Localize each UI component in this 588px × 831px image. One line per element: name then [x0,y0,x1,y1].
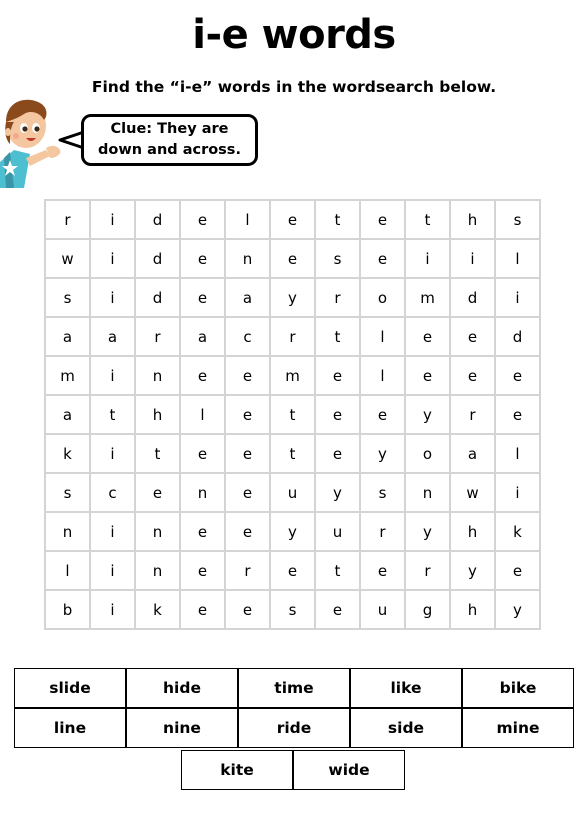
word-bank-item: mine [462,708,574,748]
grid-cell: l [45,551,90,590]
grid-cell: a [90,317,135,356]
grid-cell: s [270,590,315,629]
grid-cell: s [45,278,90,317]
grid-cell: a [450,434,495,473]
grid-cell: r [135,317,180,356]
grid-cell: e [315,590,360,629]
grid-cell: g [405,590,450,629]
grid-cell: i [90,356,135,395]
grid-cell: d [135,239,180,278]
grid-cell: t [90,395,135,434]
grid-cell: c [225,317,270,356]
grid-cell: b [45,590,90,629]
grid-cell: h [135,395,180,434]
grid-cell: e [225,434,270,473]
grid-cell: a [225,278,270,317]
grid-cell: y [270,278,315,317]
grid-cell: w [45,239,90,278]
grid-cell: h [450,200,495,239]
grid-cell: e [270,239,315,278]
word-bank-item: kite [181,750,293,790]
grid-cell: c [90,473,135,512]
grid-cell: e [180,551,225,590]
grid-cell: n [180,473,225,512]
grid-cell: e [180,200,225,239]
grid-cell: i [90,512,135,551]
grid-cell: y [360,434,405,473]
grid-cell: e [180,590,225,629]
grid-cell: d [135,278,180,317]
page-title: i-e words [192,12,396,58]
grid-cell: e [225,395,270,434]
grid-cell: n [45,512,90,551]
grid-cell: m [405,278,450,317]
grid-cell: a [45,317,90,356]
grid-cell: e [450,356,495,395]
grid-cell: e [270,200,315,239]
grid-cell: n [135,512,180,551]
grid-cell: i [495,278,540,317]
grid-cell: d [135,200,180,239]
grid-cell: i [90,278,135,317]
grid-cell: e [405,356,450,395]
grid-cell: e [180,356,225,395]
clue-line-1: Clue: They are [110,121,229,137]
grid-cell: e [180,434,225,473]
grid-cell: n [135,356,180,395]
grid-cell: s [360,473,405,512]
grid-cell: e [495,551,540,590]
grid-cell: t [135,434,180,473]
grid-cell: t [315,317,360,356]
word-bank-item: time [238,668,350,708]
grid-cell: i [90,434,135,473]
grid-cell: n [405,473,450,512]
word-bank-item: ride [238,708,350,748]
grid-cell: i [405,239,450,278]
grid-cell: e [315,434,360,473]
grid-cell: y [495,590,540,629]
grid-cell: r [270,317,315,356]
clue-line-2: down and across. [98,142,241,158]
grid-cell: e [315,356,360,395]
grid-cell: u [360,590,405,629]
grid-cell: e [315,395,360,434]
grid-cell: m [270,356,315,395]
grid-cell: s [315,239,360,278]
grid-cell: y [405,395,450,434]
grid-cell: l [180,395,225,434]
word-bank-item: side [350,708,462,748]
grid-cell: e [360,551,405,590]
grid-cell: e [405,317,450,356]
grid-cell: k [45,434,90,473]
word-bank-item: slide [14,668,126,708]
grid-cell: e [180,512,225,551]
grid-cell: i [90,551,135,590]
grid-cell: e [495,395,540,434]
grid-cell: m [45,356,90,395]
word-bank-item: bike [462,668,574,708]
grid-cell: t [405,200,450,239]
grid-cell: y [270,512,315,551]
grid-cell: y [405,512,450,551]
grid-cell: e [450,317,495,356]
word-bank-item: nine [126,708,238,748]
grid-cell: r [405,551,450,590]
grid-cell: t [315,551,360,590]
grid-cell: e [225,512,270,551]
grid-cell: e [225,356,270,395]
grid-cell: l [495,434,540,473]
grid-cell: l [225,200,270,239]
grid-cell: y [450,551,495,590]
grid-cell: s [495,200,540,239]
instruction-text: Find the “i-e” words in the wordsearch below. [91,78,497,96]
grid-cell: n [225,239,270,278]
grid-cell: l [360,356,405,395]
grid-cell: r [45,200,90,239]
grid-cell: r [360,512,405,551]
word-bank-item: like [350,668,462,708]
grid-cell: u [270,473,315,512]
grid-cell: i [450,239,495,278]
grid-cell: l [495,239,540,278]
grid-cell: k [495,512,540,551]
grid-cell: t [270,395,315,434]
clue-speech-bubble [81,114,258,166]
grid-cell: e [225,473,270,512]
grid-cell: d [450,278,495,317]
grid-cell: y [315,473,360,512]
grid-cell: e [270,551,315,590]
wordsearch-grid [44,199,541,630]
grid-cell: e [495,356,540,395]
grid-cell: i [495,473,540,512]
grid-cell: h [450,590,495,629]
grid-cell: i [90,239,135,278]
grid-cell: n [135,551,180,590]
grid-cell: e [180,278,225,317]
grid-cell: r [225,551,270,590]
grid-cell: t [270,434,315,473]
grid-cell: e [135,473,180,512]
word-bank-item: wide [293,750,405,790]
grid-cell: l [360,317,405,356]
grid-cell: e [180,239,225,278]
grid-cell: r [450,395,495,434]
grid-cell: o [360,278,405,317]
grid-cell: a [45,395,90,434]
grid-cell: r [315,278,360,317]
grid-cell: e [360,239,405,278]
grid-cell: a [180,317,225,356]
grid-cell: u [315,512,360,551]
word-bank-item: hide [126,668,238,708]
grid-cell: e [360,395,405,434]
grid-cell: i [90,200,135,239]
grid-cell: i [90,590,135,629]
grid-cell: e [360,200,405,239]
word-bank-item: line [14,708,126,748]
grid-cell: h [450,512,495,551]
grid-cell: e [225,590,270,629]
grid-cell: w [450,473,495,512]
grid-cell: s [45,473,90,512]
grid-cell: t [315,200,360,239]
grid-cell: d [495,317,540,356]
grid-cell: o [405,434,450,473]
grid-cell: k [135,590,180,629]
